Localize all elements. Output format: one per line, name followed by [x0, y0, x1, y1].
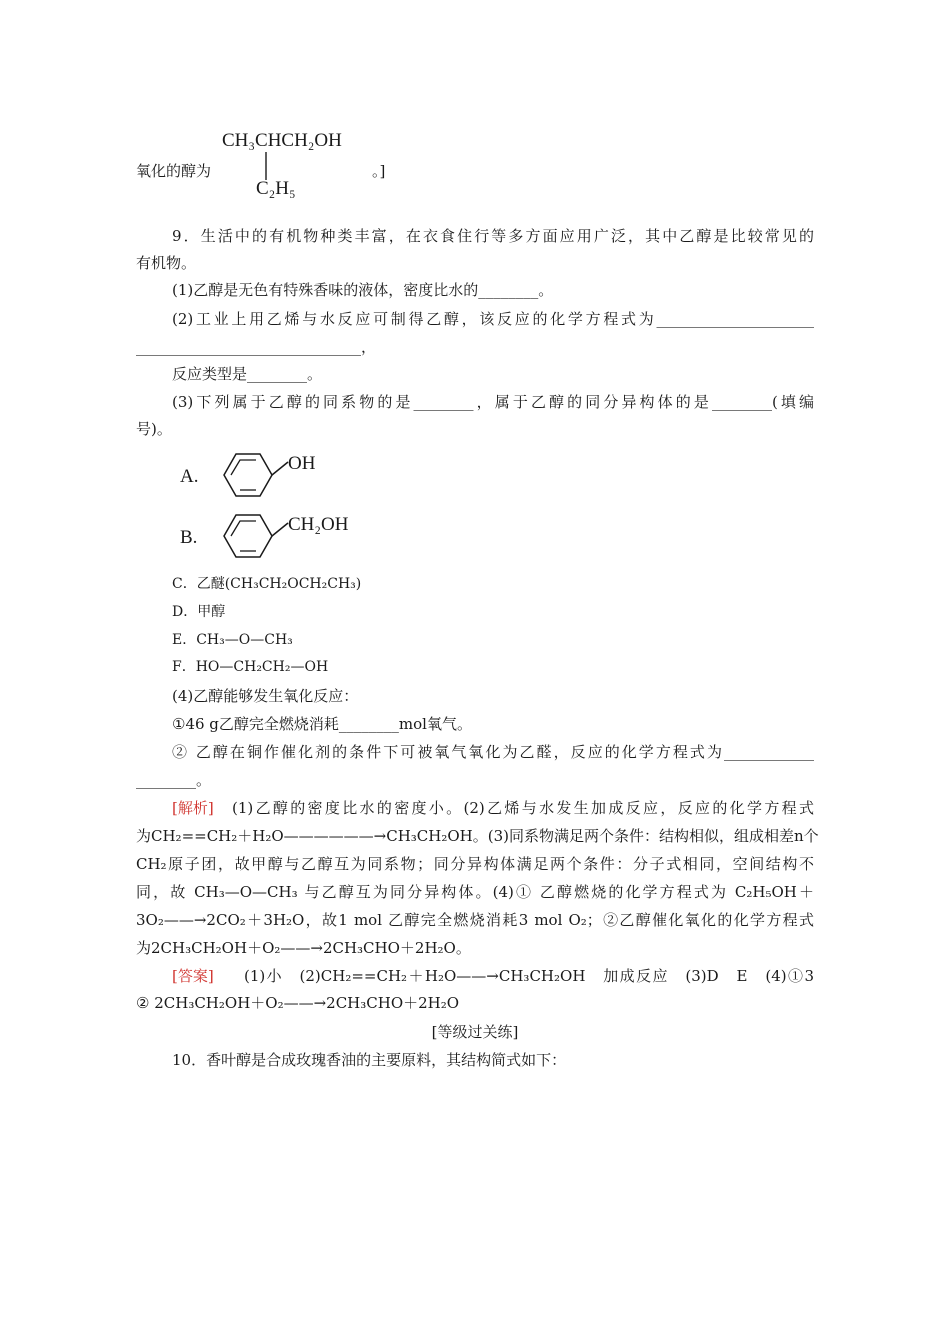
- option-f: F．HO—CH₂CH₂—OH: [172, 659, 329, 675]
- option-c: C．乙醚(CH₃CH₂OCH₂CH₃): [172, 576, 362, 592]
- q9-part2-line2: ______________________________，: [136, 338, 377, 356]
- analysis-line2: 为CH₂==CH₂＋H₂O——————→CH₃CH₂OH。(3)同系物满足两个条件：结构相似，组成相差n个: [136, 827, 819, 845]
- analysis-line5: 3O₂——→2CO₂＋3H₂O，故1 mol 乙醇完全燃烧消耗3 mol O₂；②乙醇催化氧化的化学方程式: [136, 911, 814, 929]
- q9-part4-1: ①46 g乙醇完全燃烧消耗________mol氧气。: [172, 715, 472, 733]
- answer-line1: (1)小 (2)CH₂==CH₂＋H₂O——→CH₃CH₂OH 加成反应 (3)D E (4)①3: [244, 967, 814, 985]
- section-title: [等级过关练]: [431, 1023, 519, 1041]
- q10-stem: 10．香叶醇是合成玫瑰香油的主要原料，其结构简式如下：: [172, 1051, 567, 1069]
- q9-part4-2-line1: ② 乙醇在铜作催化剂的条件下可被氧气氧化为乙醛，反应的化学方程式为____________: [172, 743, 814, 761]
- q9-part4-2-line2: ________。: [136, 771, 212, 789]
- option-e: E．CH₃—O—CH₃: [172, 632, 293, 648]
- option-b-letter: B.: [180, 527, 198, 548]
- structure-branch: C₂H₅: [256, 178, 296, 199]
- analysis-line1: (1)乙醇的密度比水的密度小。(2)乙烯与水发生加成反应，反应的化学方程式: [232, 799, 814, 817]
- structure-main-chain: CH₃CHCH₂OH: [222, 130, 342, 151]
- option-d: D．甲醇: [172, 604, 226, 620]
- q9-part2-line3: 反应类型是________。: [172, 365, 323, 383]
- structure-prefix: 氧化的醇为: [136, 162, 212, 180]
- analysis-line3: CH₂原子团，故甲醇与乙醇互为同系物；同分异构体满足两个条件：分子式相同，空间结构不: [136, 855, 814, 873]
- q9-stem-line1: 9．生活中的有机物种类丰富，在衣食住行等多方面应用广泛，其中乙醇是比较常见的: [172, 227, 814, 245]
- q9-part3-line2: 号)。: [136, 420, 172, 438]
- answer-line2: ② 2CH₃CH₂OH＋O₂——→2CH₃CHO＋2H₂O: [136, 994, 460, 1012]
- answer-tag: [答案]: [172, 967, 214, 985]
- q9-stem-line2: 有机物。: [136, 254, 197, 272]
- analysis-tag: [解析]: [172, 799, 214, 817]
- option-a-group: OH: [288, 453, 316, 474]
- structure-suffix: 。]: [372, 162, 386, 180]
- benzene-ring-icon: [218, 450, 290, 500]
- q9-part3-line1: (3)下列属于乙醇的同系物的是________，属于乙醇的同分异构体的是________(填编: [172, 393, 814, 411]
- q9-part2-line1: (2)工业上用乙烯与水反应可制得乙醇，该反应的化学方程式为_____________________: [172, 310, 814, 328]
- structure-branch-bond: [264, 152, 268, 180]
- analysis-line6: 为2CH₃CH₂OH＋O₂——→2CH₃CHO＋2H₂O。: [136, 939, 471, 957]
- option-b-group: CH₂OH: [288, 514, 349, 535]
- q9-part1: (1)乙醇是无色有特殊香味的液体，密度比水的________。: [172, 281, 554, 299]
- benzene-ring-icon: [218, 511, 290, 561]
- q9-part4: (4)乙醇能够发生氧化反应：: [172, 687, 359, 705]
- analysis-line4: 同，故 CH₃—O—CH₃ 与乙醇互为同分异构体。(4)① 乙醇燃烧的化学方程式为 C₂H₅OH＋: [136, 883, 814, 901]
- option-a-letter: A.: [180, 466, 199, 487]
